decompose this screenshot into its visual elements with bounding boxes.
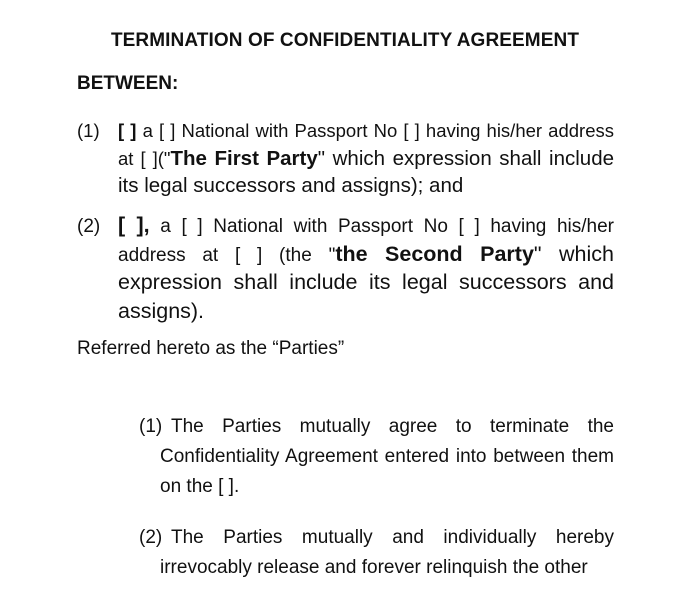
party-1-text-a: a [ ] National with Passport No [ ] having his/her address at [ ](" xyxy=(118,120,614,169)
party-1-paragraph xyxy=(77,117,614,200)
party-1-name-placeholder: [ ] xyxy=(118,120,137,141)
party-2-text-a: a [ ] National with Passport No [ ] having his/her address at [ ] (the " xyxy=(118,216,614,266)
clause-1 xyxy=(139,412,614,502)
party-2-name-placeholder: [ ], xyxy=(118,213,150,237)
clause-1-number: (1) xyxy=(139,416,163,437)
clause-2-number: (2) xyxy=(139,527,163,548)
party-2-body xyxy=(77,212,614,326)
document-title: TERMINATION OF CONFIDENTIALITY AGREEMENT xyxy=(110,30,580,51)
party-2-number: (2) xyxy=(77,216,101,237)
party-2-defined-term: the Second Party xyxy=(335,241,534,266)
party-2-text-b: " which expression shall include its legal successors and assigns). xyxy=(118,241,614,323)
between-heading: BETWEEN: xyxy=(77,73,179,94)
clause-1-body xyxy=(139,412,614,502)
party-1-number: (1) xyxy=(77,120,100,141)
clause-2-text: The Parties mutually and individually hereby irrevocably release and forever relinquish the other xyxy=(160,527,614,578)
clause-1-text: The Parties mutually agree to terminate the Confidentiality Agreement entered into between them on the [ ]. xyxy=(160,416,614,497)
clause-2-body xyxy=(139,523,614,583)
party-1-text-b: " which expression shall include its legal successors and assigns); and xyxy=(118,146,614,197)
parties-definition: Referred hereto as the “Parties” xyxy=(77,338,345,359)
party-1-body xyxy=(77,117,614,200)
party-1-defined-term: The First Party xyxy=(170,146,318,170)
party-2-paragraph xyxy=(77,212,614,326)
clause-2 xyxy=(139,523,614,583)
